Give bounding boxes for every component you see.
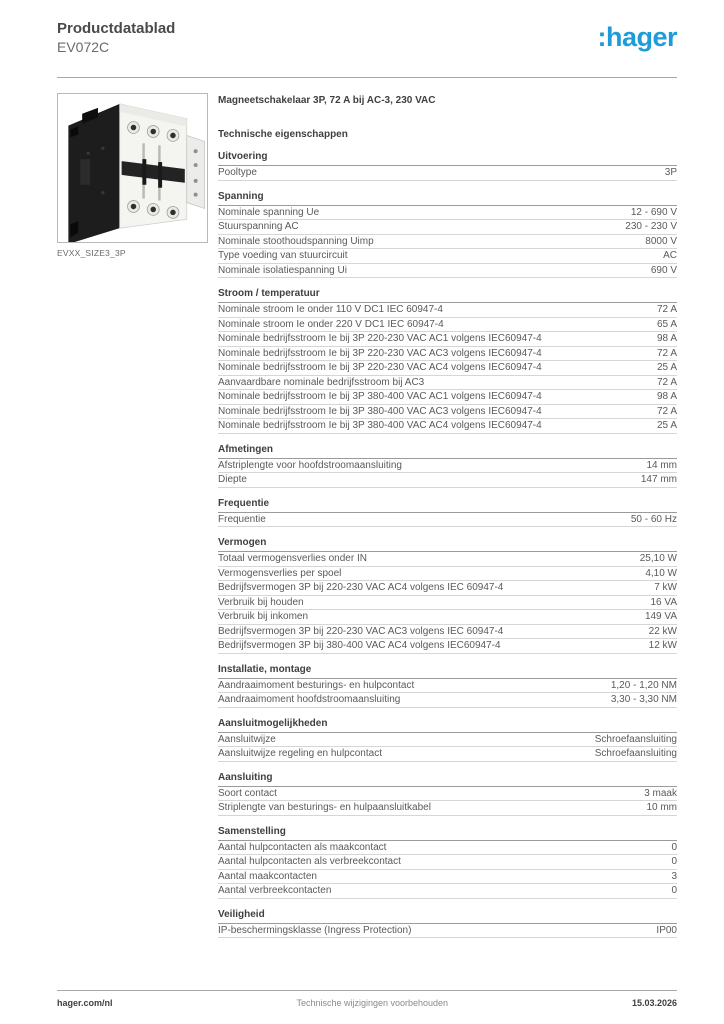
spec-sections (218, 151, 677, 938)
spec-row (218, 376, 677, 391)
spec-value: 72 A (656, 304, 677, 315)
spec-label: Type voeding van stuurcircuit (218, 250, 348, 261)
spec-label: Aansluitwijze regeling en hulpcontact (218, 748, 382, 759)
spec-row (218, 220, 677, 235)
spec-value: 98 A (656, 333, 677, 344)
product-image-caption: EVXX_SIZE3_3P (57, 248, 126, 258)
spec-label: Pooltype (218, 167, 257, 178)
spec-label: Aantal verbreekcontacten (218, 885, 332, 896)
spec-label: Afstriplengte voor hoofdstroomaansluiting (218, 459, 402, 471)
spec-section (218, 718, 677, 762)
spec-row (218, 639, 677, 654)
spec-row (218, 625, 677, 640)
spec-value: 22 kW (648, 625, 677, 637)
spec-section (218, 444, 677, 488)
spec-label: Soort contact (218, 787, 277, 799)
spec-value: 3 maak (644, 787, 677, 799)
spec-value: 230 - 230 V (625, 221, 677, 232)
spec-section (218, 826, 677, 899)
spec-label: Nominale stroom Ie onder 220 V DC1 IEC 60947-4 (218, 318, 444, 330)
spec-row (218, 801, 677, 816)
spec-section (218, 288, 677, 434)
spec-row (218, 473, 677, 488)
product-reference: EV072C (57, 39, 110, 55)
spec-value: 3 (671, 870, 677, 882)
spec-row (218, 166, 677, 181)
spec-label: Aansluitwijze (218, 733, 276, 745)
spec-row (218, 347, 677, 362)
spec-row (218, 870, 677, 885)
spec-label: Nominale stoothoudspanning Uimp (218, 235, 374, 247)
spec-section-title: Afmetingen (218, 444, 677, 459)
spec-section (218, 772, 677, 816)
spec-value: 0 (671, 841, 677, 853)
spec-row (218, 787, 677, 802)
product-image (57, 93, 208, 243)
spec-label: Stuurspanning AC (218, 221, 299, 232)
spec-section (218, 498, 677, 528)
product-image-column (57, 93, 208, 938)
spec-row (218, 841, 677, 856)
title-block (57, 20, 175, 56)
spec-value: 0 (671, 885, 677, 896)
product-description: Magneetschakelaar 3P, 72 A bij AC-3, 230 VAC (218, 95, 436, 106)
spec-section-title: Installatie, montage (218, 664, 677, 679)
spec-value: 12 kW (648, 640, 677, 651)
page-footer (57, 990, 677, 1008)
main-content (57, 93, 677, 938)
spec-row (218, 303, 677, 318)
spec-label: Nominale bedrijfsstroom Ie bij 3P 380-400 VAC AC4 volgens IEC60947-4 (218, 420, 542, 431)
spec-value: 25 A (656, 362, 677, 373)
spec-row (218, 332, 677, 347)
spec-row (218, 610, 677, 625)
spec-value: 16 VA (650, 596, 677, 608)
spec-label: Nominale bedrijfsstroom Ie bij 3P 220-230 VAC AC3 volgens IEC60947-4 (218, 347, 542, 359)
hager-logo: :hager (597, 22, 677, 52)
spec-label: Bedrijfsvermogen 3P bij 380-400 VAC AC4 volgens IEC60947-4 (218, 640, 501, 651)
spec-value: IP00 (656, 924, 677, 936)
footer-date: 15.03.2026 (631, 998, 677, 1008)
spec-row (218, 581, 677, 596)
spec-label: Bedrijfsvermogen 3P bij 220-230 VAC AC4 volgens IEC 60947-4 (218, 582, 504, 593)
spec-row (218, 679, 677, 694)
spec-label: Vermogensverlies per spoel (218, 567, 342, 579)
spec-row (218, 390, 677, 405)
spec-value: 14 mm (646, 459, 677, 471)
spec-row (218, 318, 677, 333)
spec-value: Schroefaansluiting (594, 748, 677, 759)
spec-row (218, 924, 677, 939)
spec-value: 25,10 W (639, 553, 677, 564)
spec-value: 3,30 - 3,30 NM (610, 694, 677, 705)
spec-value: 12 - 690 V (630, 206, 677, 218)
spec-section (218, 537, 677, 654)
spec-value: 25 A (656, 420, 677, 431)
footer-website: hager.com/nl (57, 998, 113, 1008)
spec-row (218, 855, 677, 870)
spec-label: Aandraaimoment besturings- en hulpcontact (218, 679, 415, 691)
spec-label: Aantal hulpcontacten als maakcontact (218, 841, 387, 853)
spec-section (218, 909, 677, 939)
spec-label: Frequentie (218, 513, 266, 525)
spec-value: 8000 V (645, 235, 677, 247)
spec-value: 65 A (656, 318, 677, 330)
spec-section-title: Uitvoering (218, 151, 677, 166)
spec-section-title: Aansluiting (218, 772, 677, 787)
page-header (57, 20, 677, 56)
page-title: Productdatablad (57, 20, 176, 37)
spec-section (218, 191, 677, 279)
spec-row (218, 405, 677, 420)
spec-value: AC (663, 250, 677, 261)
spec-section-title: Aansluitmogelijkheden (218, 718, 677, 733)
spec-row (218, 419, 677, 434)
spec-label: Verbruik bij inkomen (218, 611, 309, 622)
spec-label: Nominale bedrijfsstroom Ie bij 3P 380-400 VAC AC1 volgens IEC60947-4 (218, 391, 542, 402)
spec-row (218, 513, 677, 528)
spec-value: 1,20 - 1,20 NM (610, 679, 677, 691)
spec-value: 147 mm (640, 474, 677, 485)
spec-section-title: Spanning (218, 191, 677, 206)
spec-label: Aantal hulpcontacten als verbreekcontact (218, 856, 401, 867)
footer-disclaimer: Technische wijzigingen voorbehouden (296, 998, 449, 1008)
spec-row (218, 361, 677, 376)
spec-label: Totaal vermogensverlies onder IN (218, 553, 367, 564)
spec-label: Aandraaimoment hoofdstroomaansluiting (218, 694, 401, 705)
spec-value: 4,10 W (645, 567, 677, 579)
spec-label: Verbruik bij houden (218, 596, 304, 608)
spec-section (218, 664, 677, 708)
spec-label: Aantal maakcontacten (218, 870, 317, 882)
spec-row (218, 693, 677, 708)
spec-label: Striplengte van besturings- en hulpaansluitkabel (218, 802, 431, 813)
spec-section (218, 151, 677, 181)
contactor-illustration (58, 94, 207, 242)
spec-row (218, 733, 677, 748)
spec-value: 72 A (656, 376, 677, 388)
spec-row (218, 459, 677, 474)
spec-value: 7 kW (654, 582, 677, 593)
spec-row (218, 264, 677, 279)
header-divider (57, 77, 677, 78)
spec-value: 10 mm (646, 802, 677, 813)
spec-section-title: Samenstelling (218, 826, 677, 841)
spec-row (218, 235, 677, 250)
spec-value: 72 A (656, 405, 677, 417)
spec-section-title: Stroom / temperatuur (218, 288, 677, 303)
spec-label: Nominale bedrijfsstroom Ie bij 3P 220-230 VAC AC1 volgens IEC60947-4 (218, 333, 542, 344)
spec-row (218, 747, 677, 762)
spec-label: Nominale bedrijfsstroom Ie bij 3P 380-400 VAC AC3 volgens IEC60947-4 (218, 405, 542, 417)
spec-label: Nominale bedrijfsstroom Ie bij 3P 220-230 VAC AC4 volgens IEC60947-4 (218, 362, 542, 373)
spec-section-title: Vermogen (218, 537, 677, 552)
spec-value: 98 A (656, 391, 677, 402)
spec-value: 72 A (656, 347, 677, 359)
spec-value: 149 VA (644, 611, 677, 622)
spec-label: Nominale isolatiespanning Ui (218, 264, 347, 276)
spec-row (218, 206, 677, 221)
spec-row (218, 884, 677, 899)
spec-value: 690 V (650, 264, 677, 276)
spec-value: 50 - 60 Hz (630, 513, 677, 525)
tech-properties-heading: Technische eigenschappen (218, 129, 348, 140)
spec-label: Bedrijfsvermogen 3P bij 220-230 VAC AC3 volgens IEC 60947-4 (218, 625, 504, 637)
spec-label: Aanvaardbare nominale bedrijfsstroom bij AC3 (218, 376, 425, 388)
spec-label: Diepte (218, 474, 247, 485)
spec-row (218, 596, 677, 611)
spec-section-title: Veiligheid (218, 909, 677, 924)
spec-section-title: Frequentie (218, 498, 677, 513)
spec-label: Nominale stroom Ie onder 110 V DC1 IEC 60947-4 (218, 304, 443, 315)
spec-column (218, 93, 677, 938)
spec-label: Nominale spanning Ue (218, 206, 320, 218)
spec-row (218, 552, 677, 567)
spec-row (218, 249, 677, 264)
spec-value: 0 (671, 856, 677, 867)
spec-value: Schroefaansluiting (594, 733, 677, 745)
spec-value: 3P (664, 167, 677, 178)
spec-label: IP-beschermingsklasse (Ingress Protection) (218, 924, 412, 936)
spec-row (218, 567, 677, 582)
